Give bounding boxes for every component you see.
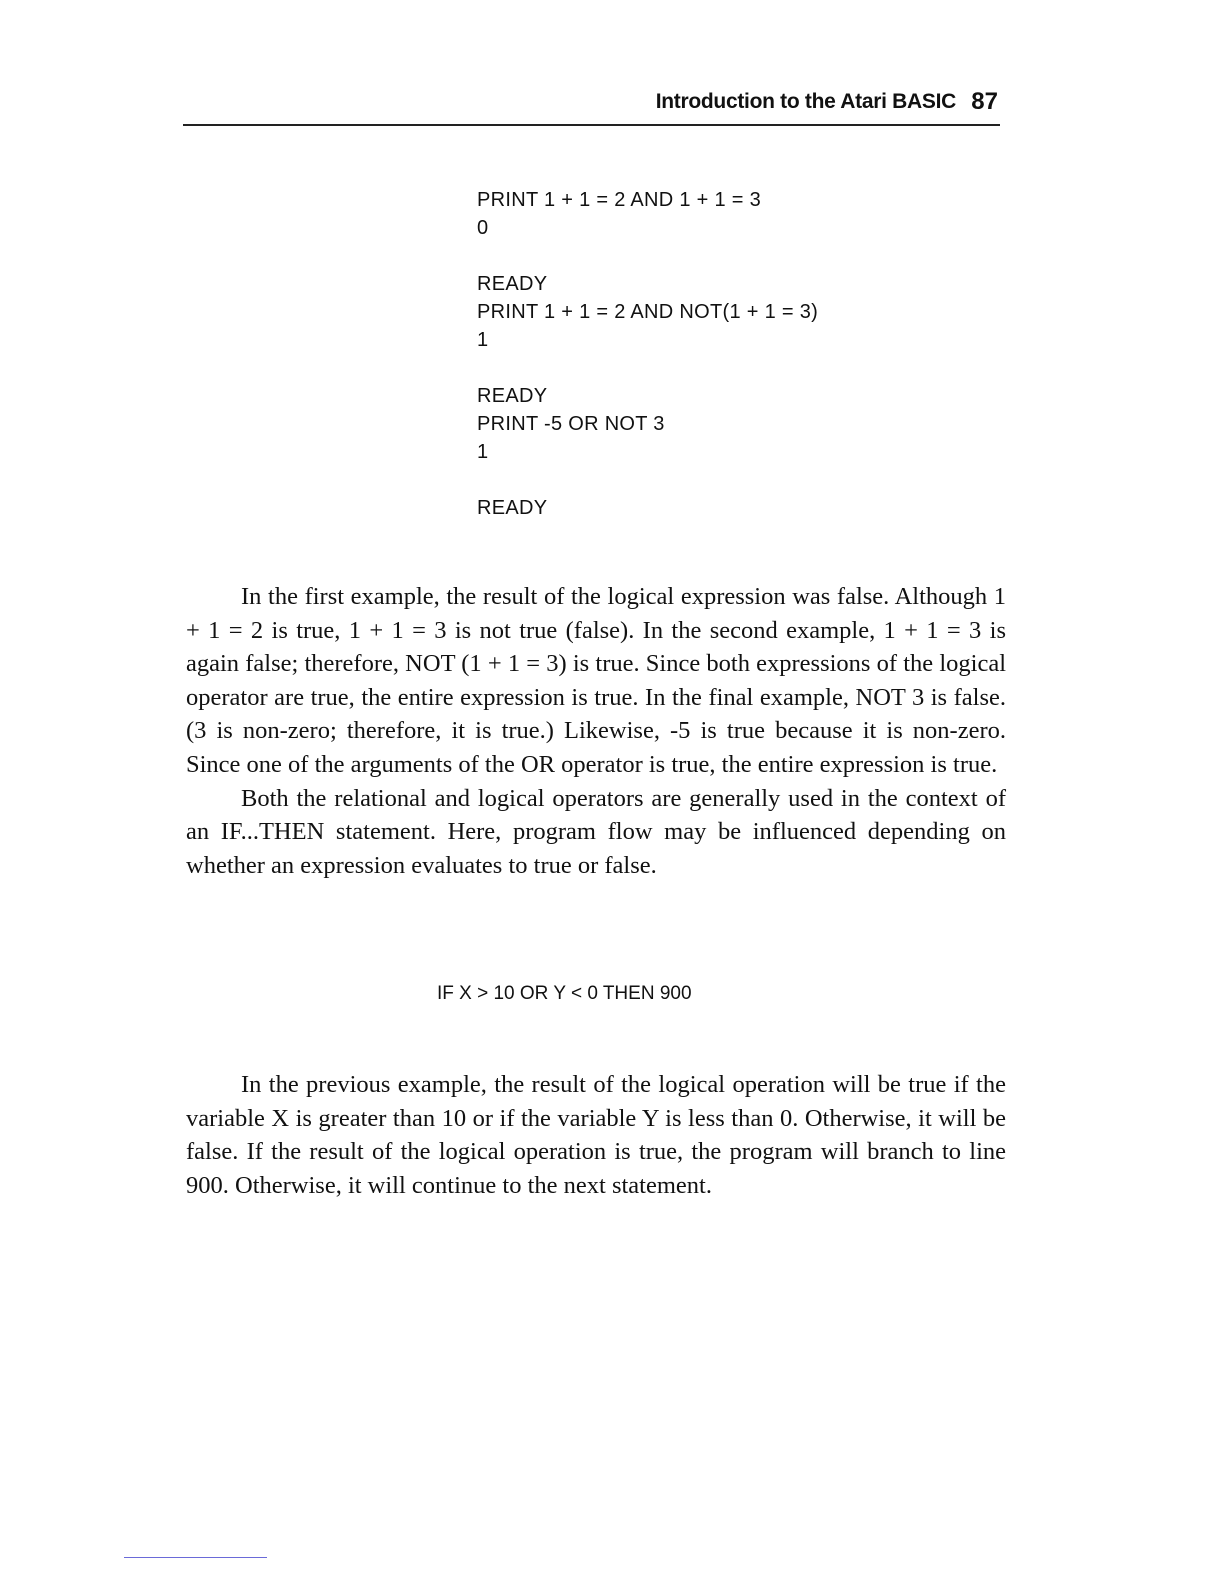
- paragraph-text: In the first example, the result of the logical expression was false. Although 1 + 1 = 2 is true, 1 + 1 = 3 is not true (false). In the second example, 1 + 1 = 3 is again false; therefore, NOT (1 + 1 = 3) is true. Since both expressions of the logical operator are true, the entire expression is true. In the final example, NOT 3 is false. (3 is non-zero; therefore, it is true.) Likewise, -5 is true because it is non-zero. Since one of the arguments of the OR operator is true, the entire expression is true.: [186, 583, 1006, 778]
- page-number: 87: [971, 88, 998, 115]
- running-title: Introduction to the Atari BASIC: [655, 90, 956, 113]
- code-line: PRINT 1 + 1 = 2 AND NOT(1 + 1 = 3): [477, 301, 819, 323]
- code-line: PRINT 1 + 1 = 2 AND 1 + 1 = 3: [477, 189, 762, 211]
- page-header: [183, 86, 1000, 126]
- code-line: READY: [477, 385, 548, 407]
- code-line: READY: [477, 273, 548, 295]
- code-block: [477, 186, 997, 522]
- paragraph-text: In the previous example, the result of the logical operation will be true if the variable X is greater than 10 or if the variable Y is less than 0. Otherwise, it will be false. If the result of the logical operation is true, the program will branch to line 900. Otherwise, it will continue to the next statement.: [186, 1071, 1006, 1199]
- code-line: [477, 354, 997, 382]
- code-line: PRINT -5 OR NOT 3: [477, 413, 665, 435]
- code-line: 1: [477, 441, 489, 463]
- code-line: [477, 242, 997, 270]
- body-text-upper: [186, 580, 1006, 882]
- code-line: 1: [477, 329, 489, 351]
- code-line: 0: [477, 217, 489, 239]
- paragraph-first-example: [186, 580, 1006, 782]
- paragraph-if-then-context: [186, 782, 1006, 883]
- code-line: [477, 466, 997, 494]
- paragraph-text: Both the relational and logical operators are generally used in the context of an IF...THEN statement. Here, program flow may be influenced depending on whether an expression evaluates to true or false.: [186, 784, 1006, 879]
- footer-rule: [124, 1557, 267, 1558]
- code-line: READY: [477, 497, 548, 519]
- paragraph-previous-example: [186, 1068, 1006, 1202]
- if-then-code-example: IF X > 10 OR Y < 0 THEN 900: [437, 983, 692, 1004]
